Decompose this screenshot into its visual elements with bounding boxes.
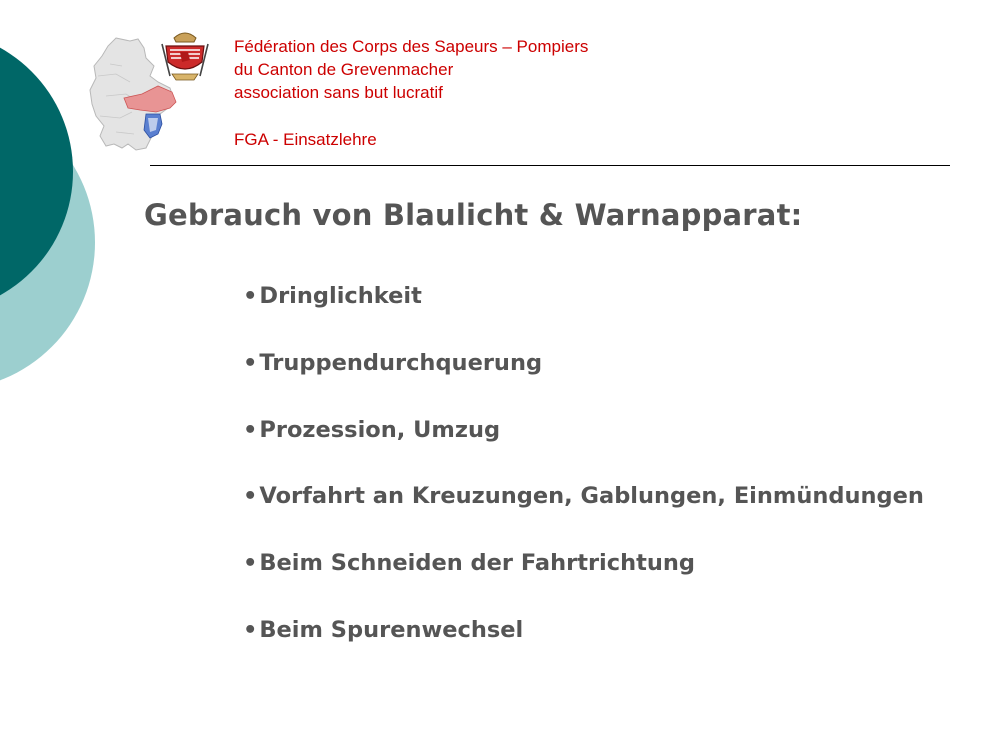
org-name-line-1: Fédération des Corps des Sapeurs – Pompiers <box>234 37 589 56</box>
bullet-icon: • <box>243 616 258 643</box>
bullet-icon: • <box>243 483 258 510</box>
list-item-text: Beim Schneiden der Fahrtrichtung <box>259 550 696 577</box>
bullet-icon: • <box>243 550 258 577</box>
list-item-text: Prozession, Umzug <box>259 416 501 443</box>
list-item-text: Truppendurchquerung <box>259 349 543 376</box>
list-item <box>243 480 924 547</box>
org-name-line-2: du Canton de Grevenmacher <box>234 60 454 79</box>
org-name-line-3: association sans but lucratif <box>234 83 443 102</box>
list-item <box>243 614 924 681</box>
list-item <box>243 347 924 414</box>
list-item <box>243 280 924 347</box>
list-item-text: Beim Spurenwechsel <box>259 616 524 643</box>
organization-header <box>234 35 588 104</box>
list-item <box>243 547 924 614</box>
fire-brigade-crest-icon <box>160 28 210 84</box>
course-name: FGA - Einsatzlehre <box>234 130 377 149</box>
list-item-text: Dringlichkeit <box>259 283 422 309</box>
bullet-icon: • <box>243 283 258 309</box>
list-item <box>243 414 924 481</box>
bullet-icon: • <box>243 416 258 443</box>
bullet-list <box>243 280 924 681</box>
slide-title: Gebrauch von Blaulicht & Warnapparat: <box>144 198 803 232</box>
bullet-icon: • <box>243 349 258 376</box>
list-item-text: Vorfahrt an Kreuzungen, Gablungen, Einmündungen <box>259 483 924 510</box>
header-divider <box>150 165 950 166</box>
